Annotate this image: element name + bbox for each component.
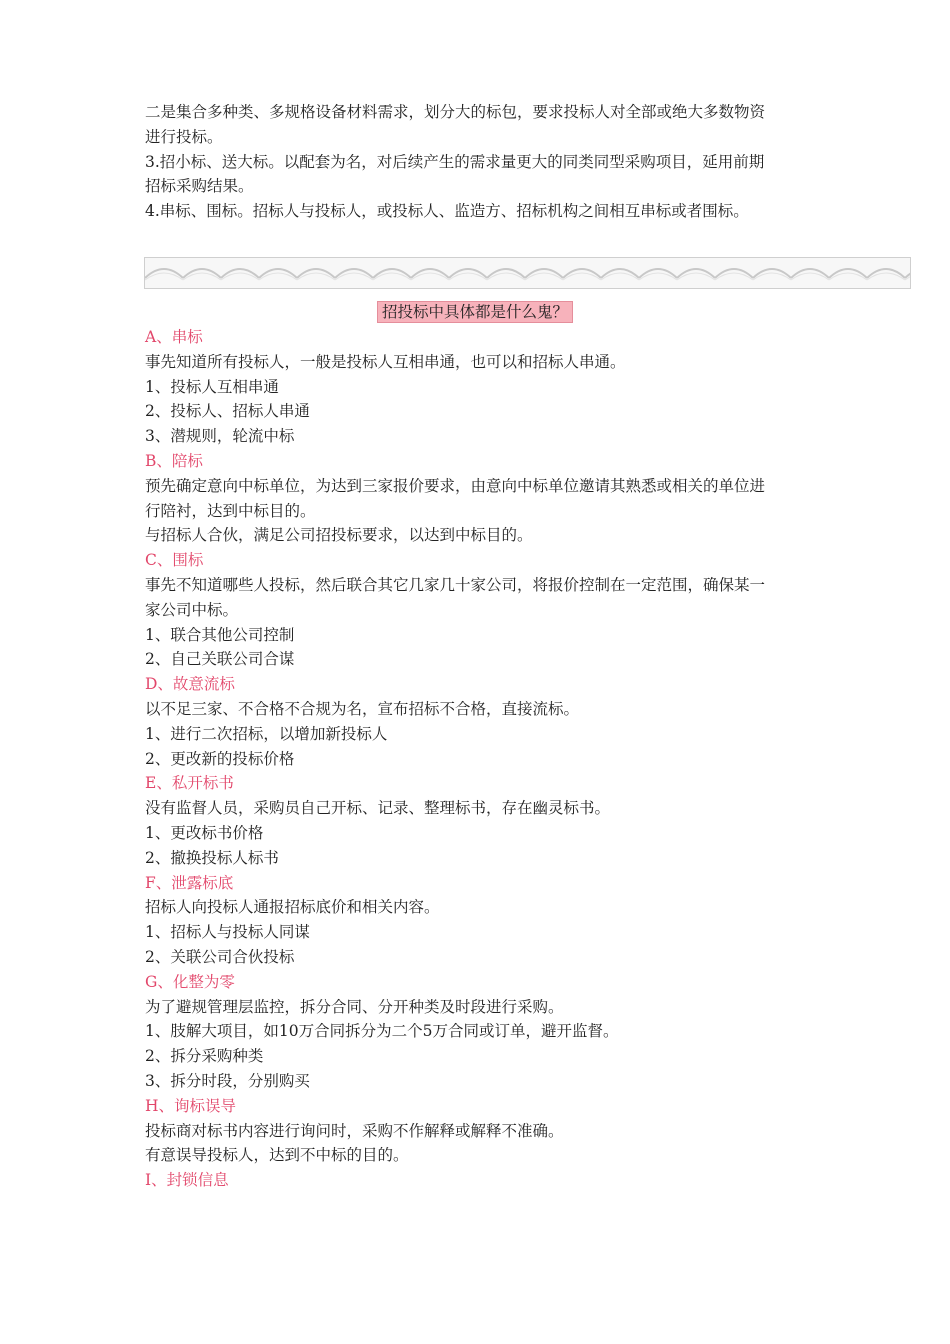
section-line: 1、肢解大项目，如10万合同拆分为二个5万合同或订单，避开监督。 xyxy=(145,1022,619,1041)
intro-line: 招标采购结果。 xyxy=(145,177,254,196)
section-line: 以不足三家、不合格不合规为名，宣布招标不合格，直接流标。 xyxy=(145,699,580,718)
intro-line: 4.串标、围标。招标人与投标人，或投标人、监造方、招标机构之间相互串标或者围标。 xyxy=(145,202,749,221)
section-line: 1、投标人互相串通 xyxy=(145,377,279,396)
section-line: 招标人向投标人通报招标底价和相关内容。 xyxy=(145,898,440,917)
section-title: D、故意流标 xyxy=(145,675,235,694)
section-line: 事先不知道哪些人投标，然后联合其它几家几十家公司，将报价控制在一定范围，确保某一 xyxy=(145,575,766,594)
section-line: 2、自己关联公司合谋 xyxy=(145,650,295,669)
section-title: I、封锁信息 xyxy=(145,1171,229,1190)
section-line: 1、进行二次招标，以增加新投标人 xyxy=(145,724,388,743)
intro-line: 二是集合多种类、多规格设备材料需求，划分大的标包，要求投标人对全部或绝大多数物资 xyxy=(145,103,766,121)
section-line: 2、拆分采购种类 xyxy=(145,1047,264,1066)
intro-line: 进行投标。 xyxy=(145,127,223,146)
section-line: 2、撤换投标人标书 xyxy=(145,848,279,867)
section-title: A、串标 xyxy=(145,328,203,346)
section-line: 为了避规管理层监控，拆分合同、分开种类及时段进行采购。 xyxy=(145,997,564,1016)
section-line: 2、投标人、招标人串通 xyxy=(145,402,310,421)
intro-text xyxy=(145,100,815,224)
section-line: 行陪衬，达到中标目的。 xyxy=(145,501,316,520)
section-line: 与招标人合伙，满足公司招投标要求，以达到中标目的。 xyxy=(145,526,533,545)
section-line: 1、招标人与投标人同谋 xyxy=(145,923,310,942)
section-line: 3、潜规则，轮流中标 xyxy=(145,427,295,446)
section-line: 1、联合其他公司控制 xyxy=(145,625,295,644)
section-title: E、私开标书 xyxy=(145,774,234,793)
scallop-pattern xyxy=(145,258,910,288)
section-title: F、泄露标底 xyxy=(145,873,234,892)
section-heading: 招投标中具体都是什么鬼？ xyxy=(377,301,573,323)
section-title: B、陪标 xyxy=(145,451,203,470)
intro-line: 3.招小标、送大标。以配套为名，对后续产生的需求量更大的同类同型采购项目，延用前期 xyxy=(145,152,765,171)
section-line: 2、更改新的投标价格 xyxy=(145,749,295,768)
section-line: 3、拆分时段，分别购买 xyxy=(145,1071,310,1090)
section-title: G、化整为零 xyxy=(145,972,235,991)
section-title: C、围标 xyxy=(145,551,204,570)
section-line: 家公司中标。 xyxy=(145,600,239,619)
section-line: 事先知道所有投标人，一般是投标人互相串通，也可以和招标人串通。 xyxy=(145,352,626,371)
section-line: 预先确定意向中标单位，为达到三家报价要求，由意向中标单位邀请其熟悉或相关的单位进 xyxy=(145,476,766,495)
decorative-divider xyxy=(144,257,911,289)
section-line: 没有监督人员，采购员自己开标、记录、整理标书，存在幽灵标书。 xyxy=(145,799,611,818)
section-line: 有意误导投标人，达到不中标的目的。 xyxy=(145,1146,409,1165)
section-line: 1、更改标书价格 xyxy=(145,823,264,842)
section-line: 2、关联公司合伙投标 xyxy=(145,947,295,966)
section-title: H、询标误导 xyxy=(145,1096,237,1115)
document-body xyxy=(145,325,825,1193)
section-line: 投标商对标书内容进行询问时，采购不作解释或解释不准确。 xyxy=(145,1121,564,1140)
